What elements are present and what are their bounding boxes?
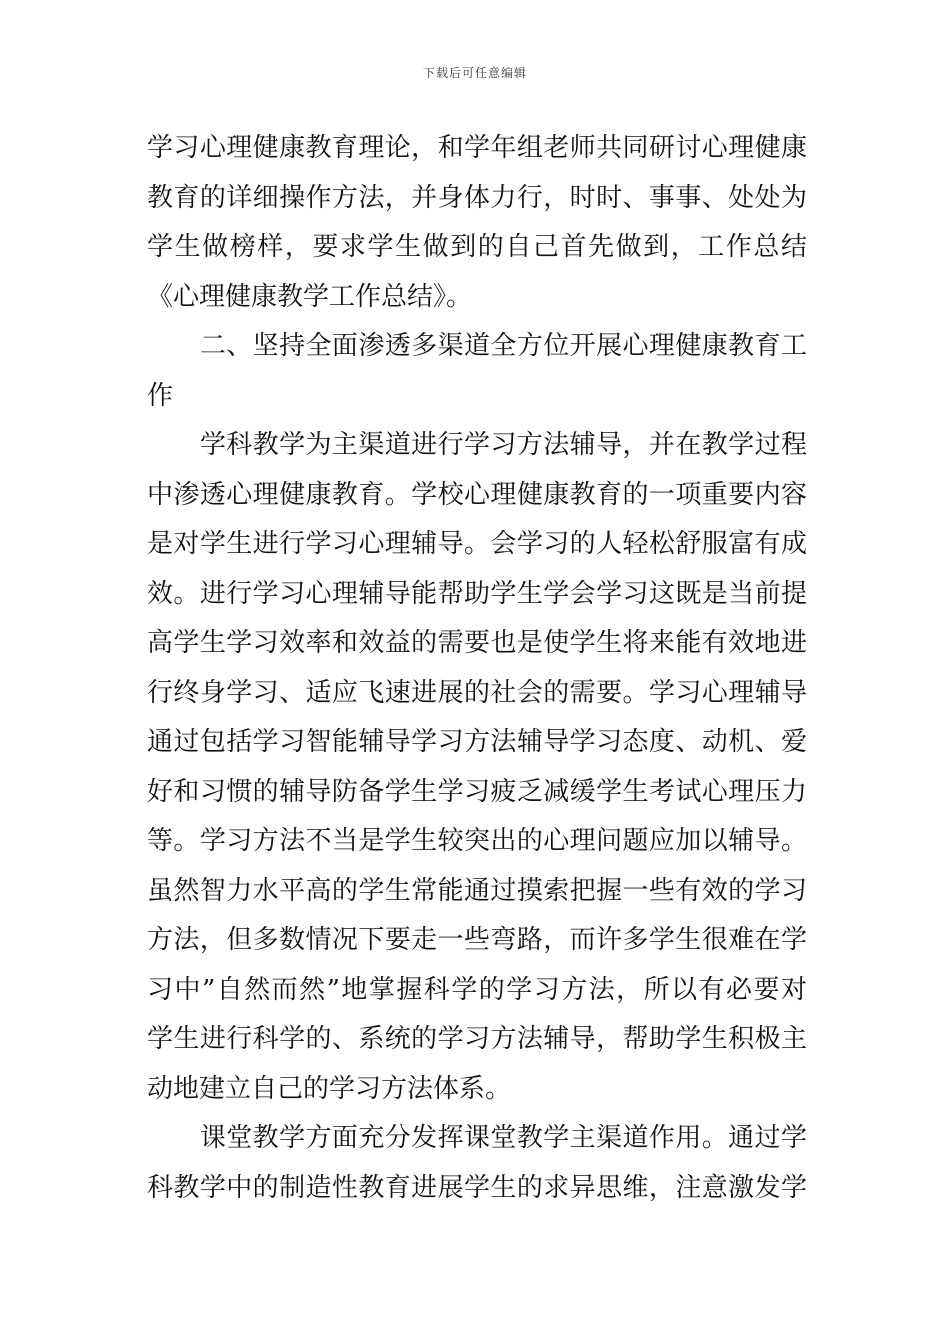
text-line: 学生做榜样，要求学生做到的自己首先做到，工作总结 [147, 232, 807, 262]
text-line: 好和习惯的辅导防备学生学习疲乏减缓学生考试心理压力 [147, 776, 807, 807]
page-header: 下载后可任意编辑 [422, 66, 527, 80]
text-line: 行终身学习、适应飞速进展的社会的需要。学习心理辅导 [147, 677, 807, 708]
text-line: 学生进行科学的、系统的学习方法辅导，帮助学生积极主 [147, 1024, 807, 1054]
text-line: 《心理健康教学工作总结》。 [147, 281, 473, 312]
text-line: 虽然智力水平高的学生常能通过摸索把握一些有效的学习 [147, 875, 807, 906]
text-line: 课堂教学方面充分发挥课堂教学主渠道作用。通过学 [147, 1123, 807, 1153]
text-line: 作 [147, 380, 174, 411]
text-line: 中渗透心理健康教育。学校心理健康教育的一项重要内容 [147, 479, 807, 510]
text-line: 等。学习方法不当是学生较突出的心理问题应加以辅导。 [147, 826, 807, 856]
text-line: 二、坚持全面渗透多渠道全方位开展心理健康教育工 [147, 331, 807, 361]
text-line: 教育的详细操作方法，并身体力行，时时、事事、处处为 [147, 182, 807, 213]
text-line: 效。进行学习心理辅导能帮助学生学会学习这既是当前提 [147, 578, 807, 609]
text-line: 方法，但多数情况下要走一些弯路，而许多学生很难在学 [147, 925, 807, 955]
text-line: 是对学生进行学习心理辅导。会学习的人轻松舒服富有成 [147, 529, 807, 559]
text-line: 动地建立自己的学习方法体系。 [147, 1073, 512, 1104]
body-text [147, 124, 807, 1213]
text-line: 习中”自然而然”地掌握科学的学习方法，所以有必要对 [147, 974, 807, 1005]
text-line: 科教学中的制造性教育进展学生的求异思维，注意激发学 [147, 1172, 807, 1203]
text-line: 学科教学为主渠道进行学习方法辅导，并在教学过程 [147, 430, 807, 460]
text-line: 高学生学习效率和效益的需要也是使学生将来能有效地进 [147, 628, 807, 658]
text-line: 学习心理健康教育理论，和学年组老师共同研讨心理健康 [147, 133, 807, 163]
text-line: 通过包括学习智能辅导学习方法辅导学习态度、动机、爱 [147, 727, 807, 757]
